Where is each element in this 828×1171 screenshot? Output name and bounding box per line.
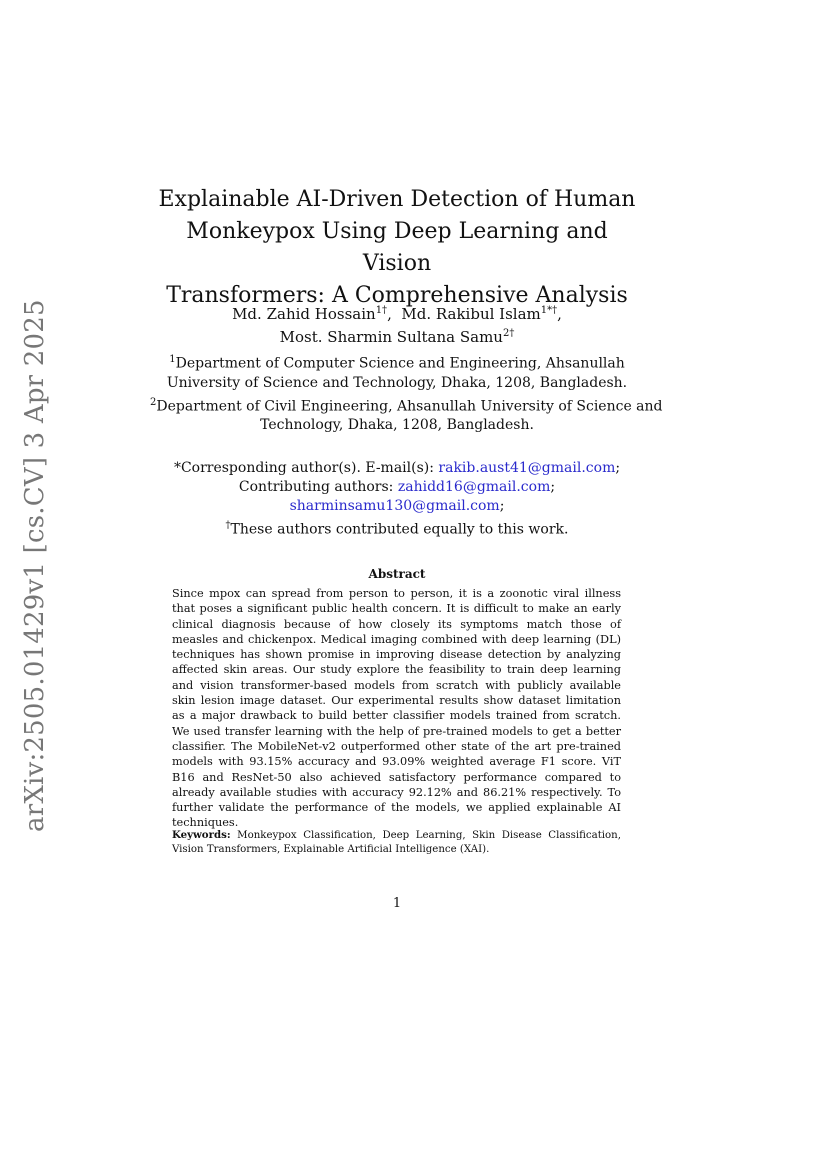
correspondence: *Corresponding author(s). E-mail(s): rakib.aust41@gmail.com; Contributing authors: zahidd16@gmail.com; sharminsamu130@gmail.com; †These authors contributed equally to this work.: [173, 460, 621, 538]
affiliation-number: 1: [169, 354, 176, 365]
author-affiliation-mark: 2†: [502, 328, 515, 339]
title-line: Explainable AI-Driven Detection of Human: [158, 187, 636, 212]
affiliations: [150, 350, 663, 435]
author-affiliation-mark: 1*†: [540, 305, 558, 316]
contributing-email-link[interactable]: zahidd16@gmail.com: [397, 479, 551, 495]
affiliation-number: 2: [150, 396, 157, 408]
affiliation-text: Department of Civil Engineering, Ahsanullah University of Science and: [156, 398, 663, 415]
affiliation-text: Technology, Dhaka, 1208, Bangladesh.: [260, 417, 534, 434]
author-name: Most. Sharmin Sultana Samu: [279, 328, 503, 346]
author-name: Md. Zahid Hossain: [232, 305, 376, 323]
page-number: 1: [392, 896, 402, 911]
author-name: Md. Rakibul Islam: [401, 305, 541, 323]
arxiv-identifier: arXiv:2505.01429v1 [cs.CV] 3 Apr 2025: [20, 299, 50, 832]
affiliation-text: University of Science and Technology, Dhaka, 1208, Bangladesh.: [166, 374, 628, 391]
abstract-heading: Abstract: [368, 567, 426, 581]
paper-title: [150, 184, 644, 312]
equal-contribution-mark: †: [225, 520, 231, 531]
author-list: Md. Zahid Hossain$^{1\dagger}$, Md. Rakibul Islam$^{1*\dagger}$, Most. Sharmin Sultana Samu$^{2\dagger}$: [232, 305, 562, 346]
abstract-body: Since mpox can spread from person to person, it is a zoonotic viral illness that poses a significant public health concern. It is difficult to make an early clinical diagnosis because of how closely its symptoms match those of measles and chickenpox. Medical imaging combined with deep learning (DL) techniques has shown promise in improving disease detection by analyzing affected skin areas. Our study explore the feasibility to train deep learning and vision transformer-based models from scratch with publicly available skin lesion image dataset. Our experimental results show dataset limitation as a major drawback to build better classifier models trained from scratch. We used transfer learning with the help of pre-trained models to get a better classifier. The MobileNet-v2 outperformed other state of the art pre-trained models with 93.15% accuracy and 93.09% weighted average F1 score. ViT B16 and ResNet-50 also achieved satisfactory performance compared to already available studies with accuracy 92.12% and 86.21% respectively. To further validate the performance of the models, we applied explainable AI techniques.: [172, 587, 621, 830]
corresponding-label: *Corresponding author(s). E-mail(s):: [173, 460, 439, 476]
keywords-label: Keywords:: [172, 829, 231, 841]
contributing-label: Contributing authors:: [238, 479, 398, 495]
title-line: Monkeypox Using Deep Learning and Vision: [186, 219, 608, 276]
equal-contribution-note: These authors contributed equally to this work.: [230, 521, 569, 538]
keywords-text: Monkeypox Classification, Deep Learning, Skin Disease Classification, Vision Transformers, Explainable Artificial Intelligence (XAI).: [172, 830, 621, 855]
author-affiliation-mark: 1†: [375, 305, 388, 316]
title-line: Transformers: A Comprehensive Analysis: [166, 283, 628, 308]
contributing-email-link[interactable]: sharminsamu130@gmail.com: [289, 498, 500, 514]
keywords: [172, 829, 621, 856]
affiliation-text: Department of Computer Science and Engineering, Ahsanullah: [175, 355, 625, 372]
corresponding-email-link[interactable]: rakib.aust41@gmail.com: [438, 460, 616, 476]
